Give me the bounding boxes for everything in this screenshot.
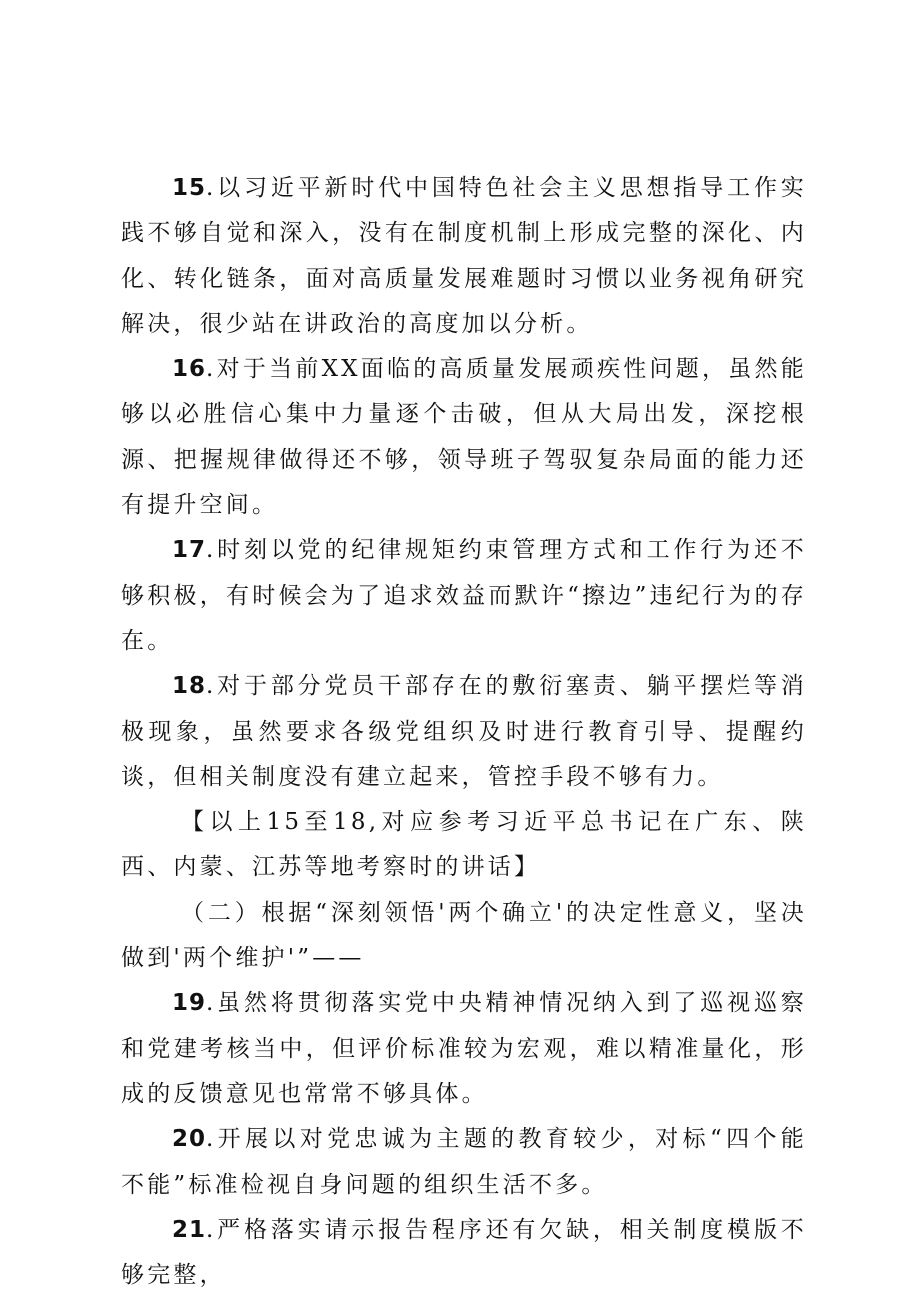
paragraph-text: .严格落实请示报告程序还有欠缺，相关制度模版不够完整， — [121, 1216, 807, 1289]
paragraph-16 — [121, 347, 807, 528]
reference-note: 【以上15至18,对应参考习近平总书记在广东、陕西、内蒙、江苏等地考察时的讲话】 — [121, 809, 807, 881]
item-number: 18 — [172, 673, 207, 700]
section-heading: （二）根据“深刻领悟'两个确立'的决定性意义，坚决做到'两个维护'”—— — [121, 899, 807, 972]
paragraph-21 — [121, 1208, 807, 1299]
item-number: 20 — [172, 1126, 207, 1153]
paragraph-17 — [121, 528, 807, 664]
paragraph-text: .对于部分党员干部存在的敷衍塞责、躺平摆烂等消极现象，虽然要求各级党组织及时进行教育引导、提醒约谈，但相关制度没有建立起来，管控手段不够有力。 — [121, 673, 807, 790]
paragraph-text: .对于当前XX面临的高质量发展顽疾性问题，虽然能够以必胜信心集中力量逐个击破，但从大局出发，深挖根源、把握规律做得还不够，领导班子驾驭复杂局面的能力还有提升空间。 — [121, 356, 807, 519]
paragraph-text: .开展以对党忠诚为主题的教育较少，对标“四个能不能”标准检视自身问题的组织生活不多。 — [121, 1126, 807, 1198]
document-body — [121, 166, 807, 1298]
paragraph-text: .时刻以党的纪律规矩约束管理方式和工作行为还不够积极，有时候会为了追求效益而默许“擦边”违纪行为的存在。 — [121, 537, 807, 654]
item-number: 16 — [172, 356, 207, 383]
paragraph-text: .以习近平新时代中国特色社会主义思想指导工作实践不够自觉和深入，没有在制度机制上形成完整的深化、内化、转化链条，面对高质量发展难题时习惯以业务视角研究解决，很少站在讲政治的高度加以分析。 — [121, 175, 807, 337]
paragraph-19 — [121, 981, 807, 1117]
paragraph-text: .虽然将贯彻落实党中央精神情况纳入到了巡视巡察和党建考核当中，但评价标准较为宏观，难以精准量化，形成的反馈意见也常常不够具体。 — [121, 990, 807, 1107]
paragraph-18 — [121, 664, 807, 800]
paragraph-15 — [121, 166, 807, 347]
item-number: 15 — [172, 175, 207, 201]
item-number: 19 — [172, 990, 207, 1017]
paragraph-20 — [121, 1117, 807, 1208]
item-number: 21 — [172, 1216, 207, 1243]
item-number: 17 — [172, 537, 207, 564]
